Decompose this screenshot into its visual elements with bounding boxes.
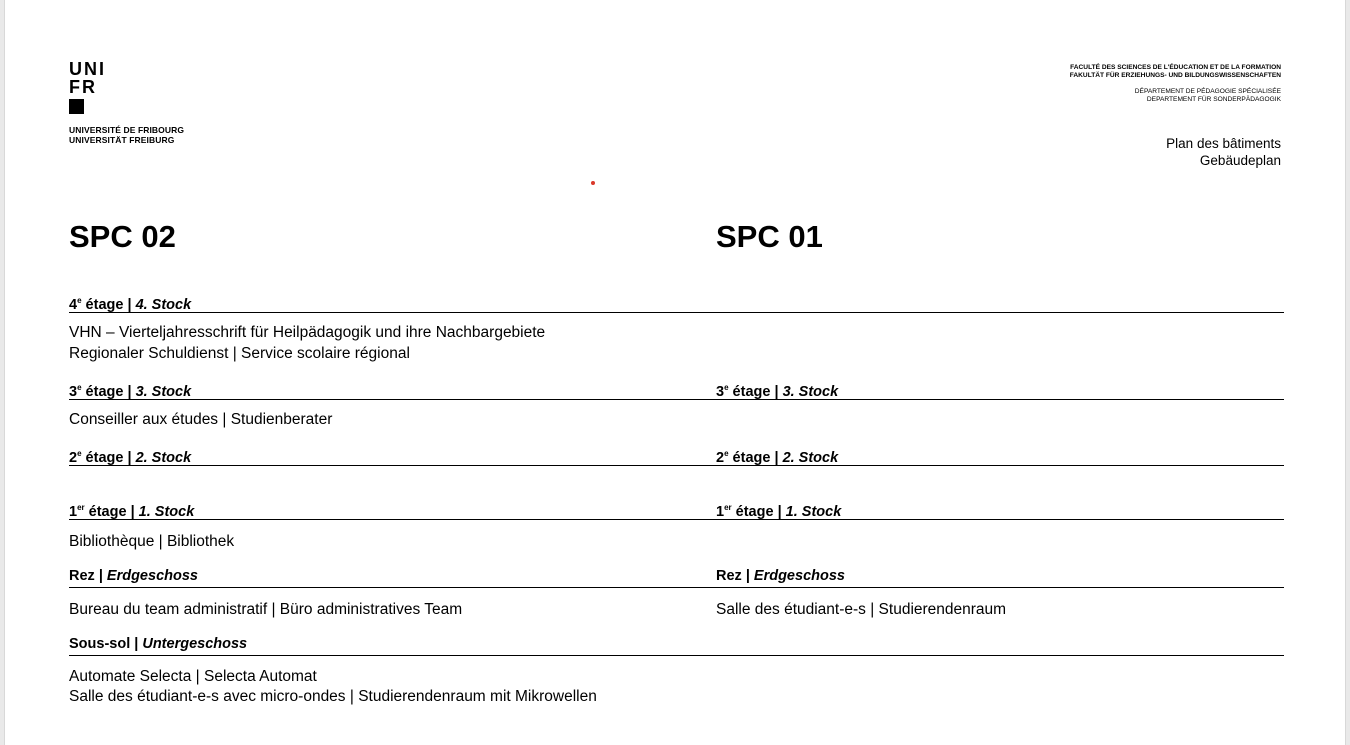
- department-name-fr: DÉPARTEMENT DE PÉDAGOGIE SPÉCIALISÉE: [1134, 88, 1281, 95]
- spc02-rez-content: [69, 599, 462, 620]
- floor-heading-1: [69, 499, 1284, 520]
- logo-line-uni: UNI: [69, 59, 106, 79]
- plan-title: [1166, 135, 1281, 169]
- list-item: Regionaler Schuldienst | Service scolaire régional: [69, 345, 410, 362]
- red-dot-marker: [591, 181, 595, 185]
- floor-label-rez-spc01: Rez | Erdgeschoss: [716, 568, 845, 584]
- list-item: Salle des étudiant-e-s | Studierendenraum: [716, 601, 1007, 618]
- plan-title-fr: Plan des bâtiments: [1166, 136, 1281, 151]
- floor-label-2-spc02: 2e étage | 2. Stock: [69, 449, 192, 466]
- floor-label-3-spc01: 3e étage | 3. Stock: [716, 383, 839, 400]
- spc02-floor3-content: [69, 409, 332, 430]
- floor-heading-2: [69, 445, 1284, 466]
- unifr-logo: [69, 60, 184, 145]
- floor-heading-rez: [69, 567, 1284, 588]
- floor-label-rez-spc02: Rez | Erdgeschoss: [69, 568, 198, 584]
- list-item: Automate Selecta | Selecta Automat: [69, 668, 317, 685]
- building-title-spc02: SPC 02: [69, 219, 176, 254]
- floor-label-ss-spc02: Sous-sol | Untergeschoss: [69, 636, 248, 652]
- spc02-floor1-content: [69, 531, 234, 552]
- floor-heading-3: [69, 379, 1284, 400]
- spc02-floor4-content: [69, 322, 545, 364]
- faculty-name-de: FAKULTÄT FÜR ERZIEHUNGS- UND BILDUNGSWISSENSCHAFTEN: [1069, 72, 1281, 79]
- university-name-de: UNIVERSITÄT FREIBURG: [69, 135, 175, 145]
- list-item: Bureau du team administratif | Büro administratives Team: [69, 601, 463, 618]
- floor-label-1-spc01: 1er étage | 1. Stock: [716, 503, 842, 520]
- list-item: Conseiller aux études | Studienberater: [69, 411, 333, 428]
- logo-university-name: [69, 125, 184, 145]
- floor-label-2-spc01: 2e étage | 2. Stock: [716, 449, 839, 466]
- department-name-de: DEPARTEMENT FÜR SONDERPÄDAGOGIK: [1146, 96, 1281, 103]
- spc01-rez-content: [716, 599, 1006, 620]
- document-page: [4, 0, 1346, 745]
- spc02-ss-content: [69, 667, 597, 707]
- list-item: Bibliothèque | Bibliothek: [69, 533, 235, 550]
- logo-square-icon: [69, 99, 84, 114]
- logo-line-fr: FR: [69, 77, 97, 97]
- floor-label-4-spc02: 4e étage | 4. Stock: [69, 296, 192, 313]
- plan-title-de: Gebäudeplan: [1199, 153, 1281, 168]
- list-item: Salle des étudiant-e-s avec micro-ondes | Studierendenraum mit Mikrowellen: [69, 688, 597, 705]
- faculty-header: [1070, 64, 1281, 104]
- floor-label-3-spc02: 3e étage | 3. Stock: [69, 383, 192, 400]
- floor-heading-4: [69, 292, 1284, 313]
- university-name-fr: UNIVERSITÉ DE FRIBOURG: [69, 125, 185, 135]
- building-title-spc01: SPC 01: [716, 219, 823, 254]
- list-item: VHN – Vierteljahresschrift für Heilpädagogik und ihre Nachbargebiete: [69, 324, 546, 341]
- faculty-name-fr: FACULTÉ DES SCIENCES DE L'ÉDUCATION ET DE LA FORMATION: [1070, 64, 1281, 71]
- floor-label-1-spc02: 1er étage | 1. Stock: [69, 503, 195, 520]
- floor-heading-sous-sol: [69, 635, 1284, 656]
